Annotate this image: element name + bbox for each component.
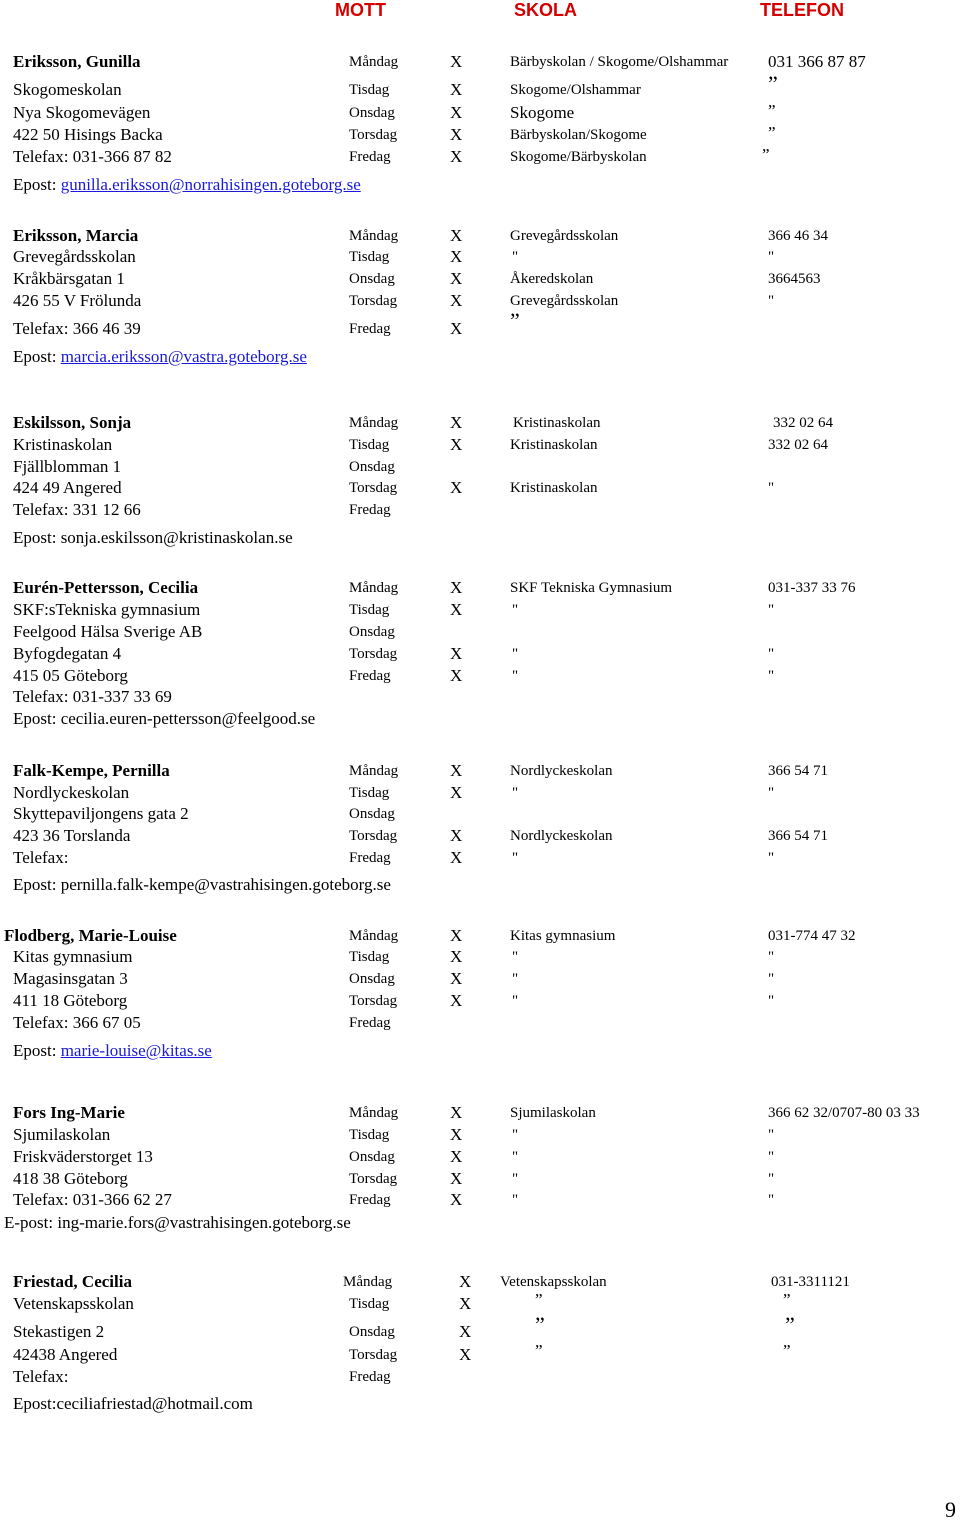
day-mark: X xyxy=(459,1345,472,1364)
address-line: Nordlyckeskolan xyxy=(13,783,130,802)
school-ditto: " xyxy=(512,668,519,684)
day-mark: X xyxy=(450,1125,463,1144)
day-mark: X xyxy=(450,644,463,663)
day-label: Torsdag xyxy=(349,127,398,143)
address-line: Grevegårdsskolan xyxy=(13,247,136,266)
school-name: Skogome xyxy=(510,103,575,122)
address-line: Nya Skogomevägen xyxy=(13,103,151,122)
day-label: Måndag xyxy=(349,228,399,244)
day-mark: X xyxy=(450,435,463,454)
address-line: Skogomeskolan xyxy=(13,80,122,99)
email-link[interactable]: marcia.eriksson@vastra.goteborg.se xyxy=(60,347,307,366)
school-name: Skogome/Olshammar xyxy=(510,82,641,98)
address-line: Sjumilaskolan xyxy=(13,1125,111,1144)
day-label: Måndag xyxy=(349,928,399,944)
day-mark: X xyxy=(450,761,463,780)
day-mark: X xyxy=(450,991,463,1010)
school-ditto: " xyxy=(512,1171,519,1187)
school-ditto: ” xyxy=(535,1312,545,1337)
contact-name: Eurén-Pettersson, Cecilia xyxy=(13,578,199,597)
phone-number: 031-3311121 xyxy=(771,1274,850,1290)
contact-name: Eriksson, Gunilla xyxy=(13,52,141,71)
day-mark: X xyxy=(450,666,463,685)
address-line: Kristinaskolan xyxy=(13,435,113,454)
day-label: Onsdag xyxy=(349,1324,395,1340)
day-label: Onsdag xyxy=(349,271,395,287)
school-ditto: " xyxy=(512,971,519,987)
phone-number: 332 02 64 xyxy=(768,437,828,453)
day-mark: X xyxy=(450,1190,463,1209)
day-mark: X xyxy=(459,1294,472,1313)
school-name: Åkeredskolan xyxy=(510,271,594,287)
telefax: Telefax: 031-366 62 27 xyxy=(13,1190,172,1209)
day-label: Fredag xyxy=(349,850,391,866)
address-line: Fjällblomman 1 xyxy=(13,457,122,476)
day-label: Fredag xyxy=(349,1369,391,1385)
school-ditto: " xyxy=(512,1192,519,1208)
day-mark: X xyxy=(450,578,463,597)
day-label: Torsdag xyxy=(349,293,398,309)
school-ditto: " xyxy=(512,602,519,618)
telefax: Telefax: 031-337 33 69 xyxy=(13,687,172,706)
phone-number: 3664563 xyxy=(768,271,821,287)
school-ditto: ” xyxy=(535,1341,543,1360)
email-line xyxy=(13,1042,212,1059)
day-label: Fredag xyxy=(349,502,391,518)
email-line: Epost: pernilla.falk-kempe@vastrahisingen.goteborg.se xyxy=(13,875,391,894)
address-line: 423 36 Torslanda xyxy=(13,826,131,845)
address-line: 42438 Angered xyxy=(13,1345,118,1364)
email-label: Epost: xyxy=(13,1041,61,1060)
phone-ditto: " xyxy=(768,646,775,662)
day-label: Onsdag xyxy=(349,971,395,987)
day-label: Onsdag xyxy=(349,1149,395,1165)
school-ditto: " xyxy=(512,646,519,662)
phone-number: 366 54 71 xyxy=(768,828,828,844)
school-name: Grevegårdsskolan xyxy=(510,293,619,309)
phone-ditto: " xyxy=(768,293,775,309)
day-mark: X xyxy=(450,826,463,845)
school-ditto: " xyxy=(512,1127,519,1143)
school-name: Sjumilaskolan xyxy=(510,1105,596,1121)
phone-ditto: ” xyxy=(768,123,776,142)
day-label: Torsdag xyxy=(349,480,398,496)
day-mark: X xyxy=(450,1169,463,1188)
phone-number: 366 54 71 xyxy=(768,763,828,779)
day-mark: X xyxy=(450,269,463,288)
day-label: Tisdag xyxy=(349,1127,390,1143)
day-label: Måndag xyxy=(349,580,399,596)
school-ditto: " xyxy=(512,1149,519,1165)
address-line: Friskväderstorget 13 xyxy=(13,1147,153,1166)
telefax: Telefax: 366 46 39 xyxy=(13,319,141,338)
day-mark: X xyxy=(450,926,463,945)
day-label: Torsdag xyxy=(349,1171,398,1187)
phone-number: 031-337 33 76 xyxy=(768,580,856,596)
school-ditto: " xyxy=(512,993,519,1009)
phone-ditto: " xyxy=(768,602,775,618)
day-mark: X xyxy=(450,103,463,122)
phone-ditto: ” xyxy=(785,1312,795,1337)
address-line: 426 55 V Frölunda xyxy=(13,291,142,310)
day-mark: X xyxy=(450,947,463,966)
address-line: Kråkbärsgatan 1 xyxy=(13,269,125,288)
day-label: Torsdag xyxy=(349,828,398,844)
day-label: Onsdag xyxy=(349,105,395,121)
contact-name: Friestad, Cecilia xyxy=(13,1272,132,1291)
school-name: Kristinaskolan xyxy=(510,437,598,453)
email-label: Epost: xyxy=(13,175,61,194)
day-mark: X xyxy=(450,600,463,619)
school-name: Kristinaskolan xyxy=(510,480,598,496)
email-line xyxy=(13,348,307,365)
day-mark: X xyxy=(450,1103,463,1122)
address-line: SKF:sTekniska gymnasium xyxy=(13,600,201,619)
telefax: Telefax: 366 67 05 xyxy=(13,1013,141,1032)
phone-ditto: " xyxy=(768,949,775,965)
address-line: Vetenskapsskolan xyxy=(13,1294,134,1313)
day-label: Tisdag xyxy=(349,949,390,965)
phone-ditto: " xyxy=(768,668,775,684)
phone-ditto: " xyxy=(768,1149,775,1165)
phone-ditto: " xyxy=(768,850,775,866)
day-label: Onsdag xyxy=(349,806,395,822)
contact-name: Flodberg, Marie-Louise xyxy=(4,926,177,945)
header-mott: MOTT xyxy=(335,0,386,20)
phone-ditto: " xyxy=(768,1127,775,1143)
phone-ditto: ” xyxy=(762,145,770,164)
contact-name: Eriksson, Marcia xyxy=(13,226,139,245)
day-label: Tisdag xyxy=(349,437,390,453)
address-line: 424 49 Angered xyxy=(13,478,122,497)
day-mark: X xyxy=(450,1147,463,1166)
school-name: Kristinaskolan xyxy=(513,415,601,431)
school-name: SKF Tekniska Gymnasium xyxy=(510,580,673,596)
day-label: Tisdag xyxy=(349,602,390,618)
header-skola: SKOLA xyxy=(514,0,577,20)
phone-ditto: " xyxy=(768,249,775,265)
school-name: Bärbyskolan/Skogome xyxy=(510,127,647,143)
email-line: Epost:ceciliafriestad@hotmail.com xyxy=(13,1394,253,1413)
phone-ditto: " xyxy=(768,1171,775,1187)
school-name: Nordlyckeskolan xyxy=(510,763,613,779)
day-mark: X xyxy=(450,413,463,432)
email-link[interactable]: marie-louise@kitas.se xyxy=(60,1041,212,1060)
email-line: Epost: sonja.eskilsson@kristinaskolan.se xyxy=(13,528,293,547)
school-ditto: ” xyxy=(510,308,520,333)
school-name: Grevegårdsskolan xyxy=(510,228,619,244)
day-label: Fredag xyxy=(349,321,391,337)
day-mark: X xyxy=(450,147,463,166)
day-mark: X xyxy=(450,247,463,266)
day-label: Tisdag xyxy=(349,249,390,265)
school-name: Kitas gymnasium xyxy=(510,928,616,944)
day-label: Måndag xyxy=(349,1105,399,1121)
phone-ditto: " xyxy=(768,993,775,1009)
address-line: Byfogdegatan 4 xyxy=(13,644,122,663)
day-label: Måndag xyxy=(349,415,399,431)
phone-ditto: " xyxy=(768,1192,775,1208)
day-mark: X xyxy=(450,52,463,71)
day-mark: X xyxy=(459,1322,472,1341)
day-mark: X xyxy=(450,478,463,497)
day-label: Måndag xyxy=(349,54,399,70)
address-line: Kitas gymnasium xyxy=(13,947,133,966)
address-line: Skyttepaviljongens gata 2 xyxy=(13,804,189,823)
school-ditto: " xyxy=(512,785,519,801)
day-label: Onsdag xyxy=(349,624,395,640)
day-mark: X xyxy=(459,1272,472,1291)
school-name: Skogome/Bärbyskolan xyxy=(510,149,647,165)
day-label: Tisdag xyxy=(349,1296,390,1312)
day-mark: X xyxy=(450,226,463,245)
phone-number: 332 02 64 xyxy=(773,415,833,431)
address-line: 411 18 Göteborg xyxy=(13,991,128,1010)
phone-ditto: " xyxy=(768,480,775,496)
school-ditto: ” xyxy=(535,1290,543,1309)
day-label: Måndag xyxy=(343,1274,393,1290)
phone-ditto: ” xyxy=(783,1341,791,1360)
address-line: Stekastigen 2 xyxy=(13,1322,105,1341)
day-mark: X xyxy=(450,969,463,988)
day-label: Torsdag xyxy=(349,993,398,1009)
contact-name: Falk-Kempe, Pernilla xyxy=(13,761,170,780)
page-number: 9 xyxy=(945,1497,956,1522)
phone-ditto: ” xyxy=(768,101,776,120)
email-label: Epost: xyxy=(13,347,61,366)
telefax: Telefax: 331 12 66 xyxy=(13,500,141,519)
day-label: Torsdag xyxy=(349,646,398,662)
email-line: Epost: cecilia.euren-pettersson@feelgood.se xyxy=(13,709,316,728)
email-link[interactable]: gunilla.eriksson@norrahisingen.goteborg.se xyxy=(60,175,361,194)
school-ditto: " xyxy=(512,249,519,265)
day-label: Fredag xyxy=(349,1015,391,1031)
day-label: Onsdag xyxy=(349,459,395,475)
address-line: 422 50 Hisings Backa xyxy=(13,125,163,144)
phone-ditto: " xyxy=(768,785,775,801)
phone-number: 031-774 47 32 xyxy=(768,928,856,944)
telefax: Telefax: xyxy=(13,1367,69,1386)
school-ditto: " xyxy=(512,850,519,866)
phone-number: 366 62 32/0707-80 03 33 xyxy=(768,1105,920,1121)
address-line: 415 05 Göteborg xyxy=(13,666,128,685)
header-telefon: TELEFON xyxy=(760,0,844,20)
day-mark: X xyxy=(450,291,463,310)
phone-number: 031 366 87 87 xyxy=(768,52,866,71)
phone-ditto: ” xyxy=(783,1290,791,1309)
school-ditto: " xyxy=(512,949,519,965)
school-name: Nordlyckeskolan xyxy=(510,828,613,844)
day-label: Tisdag xyxy=(349,82,390,98)
day-mark: X xyxy=(450,319,463,338)
phone-number: 366 46 34 xyxy=(768,228,828,244)
day-mark: X xyxy=(450,125,463,144)
phone-ditto: ” xyxy=(768,71,778,96)
day-mark: X xyxy=(450,848,463,867)
address-line: 418 38 Göteborg xyxy=(13,1169,128,1188)
day-mark: X xyxy=(450,783,463,802)
email-line: E-post: ing-marie.fors@vastrahisingen.goteborg.se xyxy=(4,1213,351,1232)
telefax: Telefax: 031-366 87 82 xyxy=(13,147,172,166)
address-line: Magasinsgatan 3 xyxy=(13,969,128,988)
day-label: Fredag xyxy=(349,668,391,684)
phone-ditto: " xyxy=(768,971,775,987)
contact-name: Fors Ing-Marie xyxy=(13,1103,125,1122)
contact-name: Eskilsson, Sonja xyxy=(13,413,132,432)
day-mark: X xyxy=(450,80,463,99)
day-label: Fredag xyxy=(349,1192,391,1208)
address-line: Feelgood Hälsa Sverige AB xyxy=(13,622,203,641)
day-label: Tisdag xyxy=(349,785,390,801)
day-label: Måndag xyxy=(349,763,399,779)
school-name: Vetenskapsskolan xyxy=(500,1274,607,1290)
email-line xyxy=(13,176,361,193)
day-label: Torsdag xyxy=(349,1347,398,1363)
day-label: Fredag xyxy=(349,149,391,165)
school-name: Bärbyskolan / Skogome/Olshammar xyxy=(510,54,729,70)
telefax: Telefax: xyxy=(13,848,69,867)
